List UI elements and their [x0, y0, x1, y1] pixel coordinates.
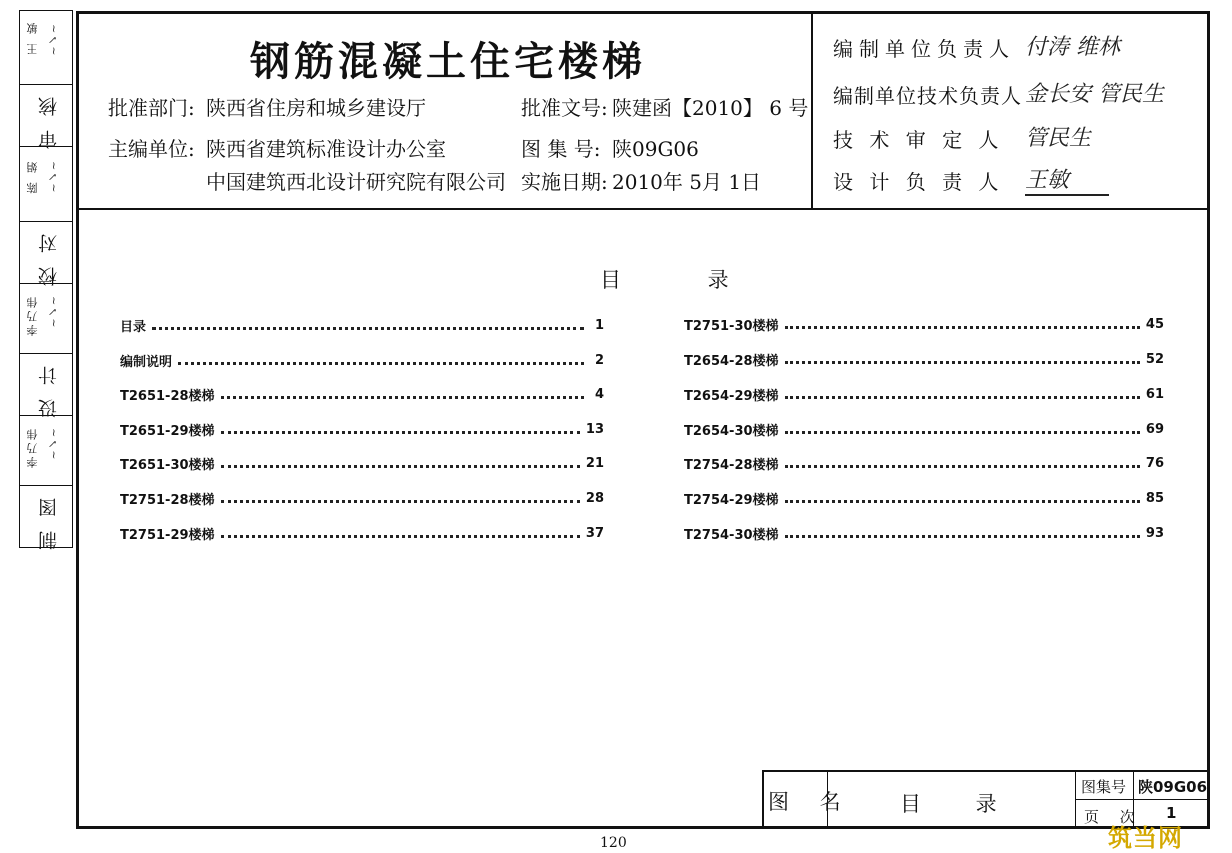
atlas-no-label: 图 集 号: [521, 137, 601, 161]
role-design-lead: 设 计 负 责 人 [833, 170, 1004, 194]
strip-cell-label [19, 85, 73, 150]
drawing-name-label: 图 名 [768, 790, 853, 814]
toc-entry-page: 1 [594, 317, 604, 333]
toc-entry-name: T2751-30楼梯 [684, 318, 779, 334]
strip-cell-label [19, 222, 73, 287]
toc-entry-page: 13 [585, 421, 604, 437]
strip-label-review: 审 核 [38, 93, 60, 150]
toc-entry-name: T2651-29楼梯 [120, 423, 215, 439]
toc-entry[interactable] [120, 487, 604, 509]
toc-entry-name: T2654-29楼梯 [684, 388, 779, 404]
strip-label-check: 校 对 [38, 230, 60, 287]
chief-unit-2: 中国建筑西北设计研究院有限公司 [206, 170, 506, 194]
signature-tech-head: 金长安 管民生 [1025, 82, 1164, 107]
toc-entry-name: T2754-28楼梯 [684, 457, 779, 473]
page-value: 1 [1166, 804, 1177, 822]
strip-cell-name [19, 147, 73, 222]
toc-entry[interactable] [684, 452, 1164, 474]
signature-tech-approver: 管民生 [1025, 126, 1092, 151]
strip-cell-name [19, 10, 73, 85]
toc-leader [785, 361, 1140, 364]
strip-cell-name [19, 416, 73, 486]
atlas-no-label: 图集号 [1081, 778, 1127, 796]
toc-leader [152, 327, 584, 330]
atlas-no: 陕09G06 [612, 137, 699, 161]
page-label: 页 次 [1084, 808, 1143, 826]
toc-entry-name: 目录 [120, 319, 147, 335]
toc-entry-page: 37 [585, 525, 604, 541]
strip-signature: ~✓~ [47, 296, 60, 328]
toc-leader [785, 431, 1140, 434]
title-block-divider [1075, 799, 1207, 800]
toc-entry-name: T2751-28楼梯 [120, 492, 215, 508]
document-title: 钢筋混凝土住宅楼梯 [250, 39, 646, 85]
drawing-name: 目 录 [900, 792, 1021, 816]
toc-entry-page: 61 [1145, 386, 1164, 402]
toc-leader [785, 500, 1140, 503]
impl-date-label: 实施日期: [521, 170, 608, 194]
role-tech-head: 编制单位技术负责人 [833, 84, 1022, 108]
sheet-page-number: 120 [600, 835, 627, 851]
strip-name-checker: 陈 娟 [26, 159, 39, 194]
toc-entry[interactable] [684, 383, 1164, 405]
toc-leader [221, 431, 580, 434]
strip-cell-label [19, 486, 73, 551]
toc-entry[interactable] [120, 349, 604, 371]
toc-entry[interactable] [120, 314, 604, 336]
strip-name-reviewer: 王 敏 [26, 20, 39, 55]
approval-doc-label: 批准文号: [521, 96, 608, 120]
toc-entry-page: 45 [1145, 316, 1164, 332]
approval-doc: 陕建函【2010】 6 号 [612, 96, 809, 120]
atlas-no: 陕09G06 [1138, 778, 1208, 796]
toc-entry-page: 69 [1145, 421, 1164, 437]
header-divider [811, 14, 813, 210]
toc-entry[interactable] [684, 487, 1164, 509]
toc-leader [221, 535, 580, 538]
toc-entry[interactable] [120, 418, 604, 440]
toc-entry-page: 21 [585, 455, 604, 471]
toc-entry[interactable] [120, 452, 604, 474]
toc-leader [221, 465, 580, 468]
strip-cell-name [19, 284, 73, 354]
toc-entry[interactable] [684, 418, 1164, 440]
toc-entry-page: 52 [1145, 351, 1164, 367]
toc-entry-name: T2651-30楼梯 [120, 457, 215, 473]
toc-entry-name: T2754-30楼梯 [684, 527, 779, 543]
toc-entry-name: T2654-30楼梯 [684, 423, 779, 439]
toc-entry-page: 4 [594, 386, 604, 402]
strip-label-drafting: 制 图 [38, 494, 60, 551]
strip-signature: ~✓~ [47, 24, 60, 56]
toc-entry-page: 85 [1145, 490, 1164, 506]
toc-entry[interactable] [684, 313, 1164, 335]
strip-name-designer: 李乃伟 [26, 294, 39, 336]
toc-leader [785, 396, 1140, 399]
signature-design-lead: 王敏 [1025, 163, 1109, 196]
toc-entry-name: 编制说明 [120, 354, 173, 370]
approval-dept: 陕西省住房和城乡建设厅 [206, 96, 426, 120]
toc-entry-page: 76 [1145, 455, 1164, 471]
approval-dept-label: 批准部门: [108, 96, 195, 120]
toc-entry-name: T2751-29楼梯 [120, 527, 215, 543]
signature-unit-head: 付涛 维林 [1025, 35, 1120, 60]
toc-entry[interactable] [120, 383, 604, 405]
toc-entry-name: T2754-29楼梯 [684, 492, 779, 508]
toc-leader [785, 535, 1140, 538]
toc-entry-page: 93 [1145, 525, 1164, 541]
strip-signature: ~✓~ [47, 428, 60, 460]
impl-date: 2010年 5月 1日 [612, 170, 762, 194]
toc-entry-page: 2 [594, 352, 604, 368]
role-unit-head: 编制单位负责人 [833, 37, 1015, 61]
toc-entry-page: 28 [585, 490, 604, 506]
strip-name-drafter: 李乃伟 [26, 426, 39, 468]
toc-entry[interactable] [120, 522, 604, 544]
toc-entry[interactable] [684, 348, 1164, 370]
site-watermark: 筑当网 [1108, 824, 1183, 852]
toc-entry[interactable] [684, 522, 1164, 544]
toc-leader [785, 326, 1140, 329]
strip-signature: ~✓~ [47, 161, 60, 193]
toc-entry-name: T2651-28楼梯 [120, 388, 215, 404]
toc-leader [221, 500, 580, 503]
chief-unit-1: 陕西省建筑标准设计办公室 [206, 137, 446, 161]
toc-leader [178, 362, 584, 365]
strip-cell-label [19, 354, 73, 419]
toc-entry-name: T2654-28楼梯 [684, 353, 779, 369]
chief-unit-label: 主编单位: [108, 137, 195, 161]
toc-leader [785, 465, 1140, 468]
toc-title: 目 录 [600, 268, 769, 292]
toc-leader [221, 396, 584, 399]
role-tech-approver: 技 术 审 定 人 [833, 128, 1004, 152]
strip-label-design: 设 计 [38, 362, 60, 419]
